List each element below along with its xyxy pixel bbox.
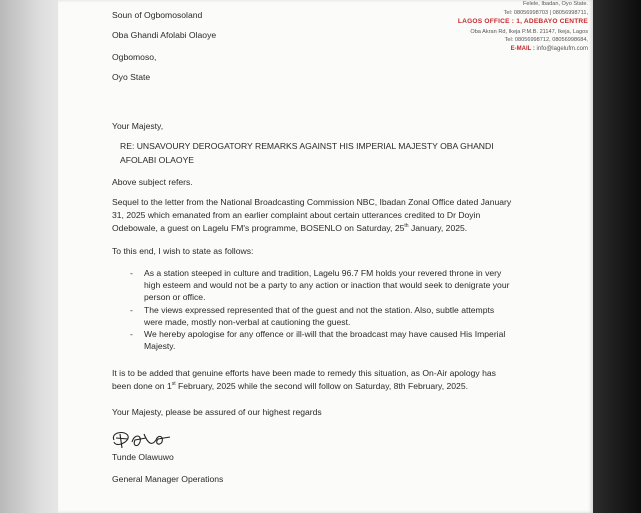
list-item-line: - We hereby apologise for any offence or ill-will that the broadcast may have caused His Imperial — [144, 329, 506, 340]
salutation: Your Majesty, — [112, 121, 164, 131]
remedy-line-2-text: been done on 1 — [112, 381, 172, 391]
list-item-line: were made, mostly non-verbal at cautioning the guest. — [144, 316, 351, 327]
list-item-line: - As a station steeped in culture and tradition, Lagelu 96.7 FM holds your revered throne in very — [144, 268, 502, 278]
list-item — [130, 267, 530, 304]
handwritten-signature — [108, 428, 178, 452]
letterhead-office-address: Oba Akran Rd, Ikeja P.M.B. 21147, Ikeja, Lagos — [470, 28, 588, 35]
letterhead-address: Felele, Ibadan, Oyo State. — [523, 1, 588, 7]
sequel-date-suffix: th — [404, 223, 409, 230]
letterhead — [388, 0, 588, 54]
email-value: info@lagelufm.com — [536, 45, 588, 52]
letterhead-email — [388, 45, 588, 54]
list-item-line: - The views expressed represented that of the guest and not the station. Also, subtle attempts — [144, 304, 495, 315]
letterhead-office-tel: Tel: 08056998712, 08056998684, — [504, 37, 588, 44]
letterhead-office-title: LAGOS OFFICE : 1, ADEBAYO CENTRE — [457, 18, 588, 26]
recipient-line-1: Soun of Ogbomosoland — [112, 10, 203, 20]
closing: Your Majesty, please be assured of our highest regards — [112, 407, 322, 417]
email-label: E-MAIL : — [510, 45, 535, 52]
subject-line-1: RE: UNSAVOURY DEROGATORY REMARKS AGAINST HIS IMPERIAL MAJESTY OBA GHANDI — [120, 141, 494, 151]
remedy-line-2-end: February, 2025 while the second will follow on Saturday, 8th February, 2025. — [175, 381, 468, 391]
letterhead-tel: Tel: 08056998703 | 08056998711, — [503, 9, 588, 16]
sequel-line-3-end: January, 2025. — [408, 223, 468, 233]
list-item — [130, 328, 530, 352]
list-item-line: person or office. — [144, 292, 206, 303]
list-item — [130, 304, 530, 328]
sequel-line-3-text: Odebowale, a guest on Lagelu FM's programme, BOSENLO on Saturday, 25 — [112, 223, 405, 233]
scan-left-edge — [0, 0, 58, 513]
scan-right-edge — [593, 0, 641, 513]
statement-list — [130, 267, 530, 352]
paragraph-remedy-line-2 — [112, 380, 468, 392]
subject-line-2: AFOLABI OLAOYE — [120, 155, 195, 165]
list-item-line: Majesty. — [144, 341, 176, 352]
signer-title: General Manager Operations — [112, 474, 224, 484]
paragraph-sequel-line-1: Sequel to the letter from the National Broadcasting Commission NBC, Ibadan Zonal Office dated January — [112, 197, 512, 207]
paragraph-remedy-line-1: It is to be added that genuine efforts have been made to remedy this situation, as On-Air apology has — [112, 368, 496, 378]
paragraph-to-this-end: To this end, I wish to state as follows: — [112, 246, 254, 256]
paragraph-refers: Above subject refers. — [112, 177, 193, 187]
recipient-line-3: Ogbomoso, — [112, 52, 157, 62]
recipient-line-4: Oyo State — [112, 72, 151, 82]
paragraph-sequel-line-3 — [112, 222, 467, 234]
recipient-line-2: Oba Ghandi Afolabi Olaoye — [112, 30, 217, 40]
paragraph-sequel-line-2: 31, 2025 which emanated from an earlier complaint about certain utterances credited to Dr Doyin — [112, 210, 481, 220]
list-item-line: high esteem and would not be a party to any action or inaction that would seek to denigrate your — [144, 280, 510, 291]
signer-name: Tunde Olawuwo — [112, 452, 174, 462]
remedy-date-suffix: st — [171, 381, 176, 388]
letter-page — [58, 0, 593, 513]
